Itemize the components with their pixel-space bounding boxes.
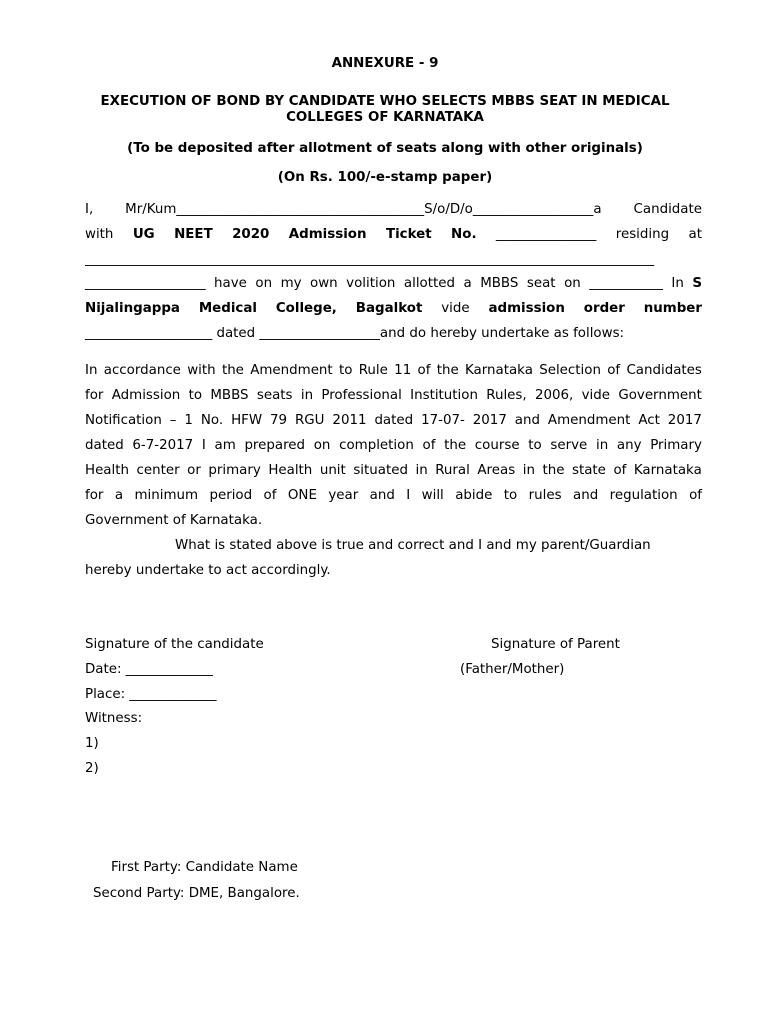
body-word: accordance [103,363,181,378]
body-word: or [187,463,201,478]
body-word: Amendment [250,363,333,378]
body-word: the [444,438,467,453]
body-word: year [328,488,359,503]
body-word: completion [339,438,414,453]
body-word: 11 [394,363,412,378]
body-word: seats [256,388,293,403]
body-word: Admission [111,388,181,403]
body-word: Notification [85,413,162,428]
first-party: First Party: Candidate Name [111,860,298,875]
body-word: 2006, [534,388,574,403]
fill-word: a [463,276,472,291]
body-word: MBBS [210,388,249,403]
body-word: period [209,488,253,503]
fill-word: seat [526,276,556,291]
document-title-line-1: EXECUTION OF BOND BY CANDIDATE WHO SELECTS MBBS SEAT IN MEDICAL [100,94,670,109]
body-word: of [417,363,431,378]
body-word: – [169,413,177,428]
second-party: Second Party: DME, Bangalore. [93,886,300,901]
body-word: in [415,463,428,478]
body-line-5 [85,463,702,478]
body-word: Health [85,463,129,478]
body-word: Karnataka [465,363,533,378]
body-word: 17-07- [421,413,465,428]
body-word: Professional [321,388,402,403]
fill-word: on [564,276,581,291]
fill-word: residing [615,227,670,242]
fill-word: own [310,276,338,291]
witness-label: Witness: [85,711,143,726]
body-word: 2011 [332,413,367,428]
body-word: am [214,438,236,453]
body-word: minimum [134,488,199,503]
fill-line-college [85,301,702,316]
body-word: RGU [295,413,325,428]
fill-word: Nijalingappa [85,301,180,316]
fill-line-name [85,202,702,217]
fill-word: 2020 [232,227,270,242]
body-word: for [85,488,104,503]
body-word: I [201,438,206,453]
fill-word: Mr/Kum_____________________________________S/o/D/o__________________a [125,202,602,217]
parent-relation-label: (Father/Mother) [460,662,565,677]
fill-word: number [643,301,702,316]
body-word: course [474,438,520,453]
body-word: to [188,388,203,403]
fill-word: volition [346,276,396,291]
body-line-6 [85,488,702,503]
fill-line-order: ___________________ dated __________________and do hereby undertake as follows: [85,326,625,341]
body-word: unit [319,463,346,478]
statement-line-1: What is stated above is true and correct and I and my parent/Guardian [175,538,651,553]
body-word: the [542,463,565,478]
body-word: prepared [244,438,306,453]
parent-signature-label: Signature of Parent [491,637,620,652]
fill-word: In [671,276,684,291]
body-word: of [613,463,627,478]
body-word: Candidates [626,363,702,378]
body-word: Selection [539,363,601,378]
fill-word: order [583,301,625,316]
fill-word: __________________ [85,276,206,291]
body-word: dated [85,438,124,453]
body-word: Primary [650,438,702,453]
body-word: vide [581,388,611,403]
body-word: state [571,463,606,478]
body-line-2 [85,388,702,403]
fill-line-ticket [85,227,702,242]
body-word: to [528,438,542,453]
body-word: any [616,438,642,453]
body-word: regulation [609,488,678,503]
body-word: Institution [410,388,478,403]
body-line-1 [85,363,702,378]
body-word: ONE [287,488,317,503]
fill-word: Bagalkot [355,301,423,316]
body-word: Health [268,463,313,478]
body-word: Rural [435,463,470,478]
document-title-line-2: COLLEGES OF KARNATAKA [286,110,484,125]
fill-word: have [214,276,247,291]
body-word: on [313,438,331,453]
fill-word: Admission [288,227,367,242]
body-word: I [406,488,411,503]
fill-word: Ticket [385,227,432,242]
body-word: in [522,463,535,478]
fill-word: NEET [174,227,213,242]
fill-word: UG [132,227,155,242]
fill-word: S [692,276,702,291]
fill-word: with [85,227,114,242]
fill-word: College, [275,301,337,316]
body-word: to [503,488,518,503]
body-word: 2017 [667,413,702,428]
fill-word: Candidate [633,202,702,217]
body-word: Areas [477,463,516,478]
body-word: No. [200,413,224,428]
body-line-4 [85,438,702,453]
body-word: and [369,488,395,503]
body-word: of [263,488,277,503]
annexure-heading: ANNEXURE - 9 [331,56,439,71]
fill-word: on [255,276,273,291]
body-word: and [514,413,540,428]
statement-line-2: hereby undertake to act accordingly. [85,563,331,578]
fill-word: my [280,276,302,291]
body-word: and [573,488,599,503]
fill-word: admission [488,301,565,316]
body-word: 2017 [472,413,507,428]
body-word: for [85,388,104,403]
fill-word: Medical [198,301,257,316]
body-word: dated [374,413,414,428]
stamp-paper-note: (On Rs. 100/-e-stamp paper) [277,170,493,185]
deposit-instruction: (To be deposited after allotment of seats along with other originals) [127,141,643,156]
fill-line-seat [85,276,702,291]
fill-word: No. [451,227,477,242]
body-word: 6-7-2017 [132,438,194,453]
body-word: in [300,388,314,403]
body-word: of [607,363,621,378]
body-word: abide [455,488,493,503]
body-word: the [436,363,459,378]
body-word: Act [638,413,660,428]
witness-2: 2) [85,761,99,776]
body-word: with [187,363,216,378]
body-word: in [595,438,609,453]
body-word: 79 [270,413,288,428]
body-word: Amendment [547,413,631,428]
body-word: of [422,438,436,453]
fill-word: allotted [403,276,455,291]
body-word: Government [618,388,702,403]
fill-word: MBBS [480,276,519,291]
body-word: serve [550,438,588,453]
body-word: will [421,488,444,503]
witness-1: 1) [85,736,99,751]
body-word: to [338,363,353,378]
body-word: Rule [358,363,388,378]
fill-line-address: _____________________________________________________________________________________ [85,252,655,267]
body-word: a [114,488,124,503]
fill-word: ___________ [589,276,663,291]
body-line-7: Government of Karnataka. [85,513,263,528]
date-field: Date: _____________ [85,662,213,677]
place-field: Place: _____________ [85,687,217,702]
body-word: of [689,488,702,503]
body-word: center [136,463,180,478]
body-word: 1 [184,413,193,428]
body-word: situated [353,463,408,478]
body-word: the [221,363,244,378]
body-word: primary [208,463,261,478]
fill-word: vide [441,301,470,316]
body-word: Karnataka [633,463,702,478]
fill-word: I, [85,202,94,217]
body-line-3 [85,413,702,428]
body-word: rules [528,488,562,503]
body-word: Rules, [486,388,527,403]
body-word: In [85,363,98,378]
body-word: HFW [231,413,263,428]
fill-word: _______________ [495,227,597,242]
fill-word: at [688,227,702,242]
candidate-signature-label: Signature of the candidate [85,637,264,652]
